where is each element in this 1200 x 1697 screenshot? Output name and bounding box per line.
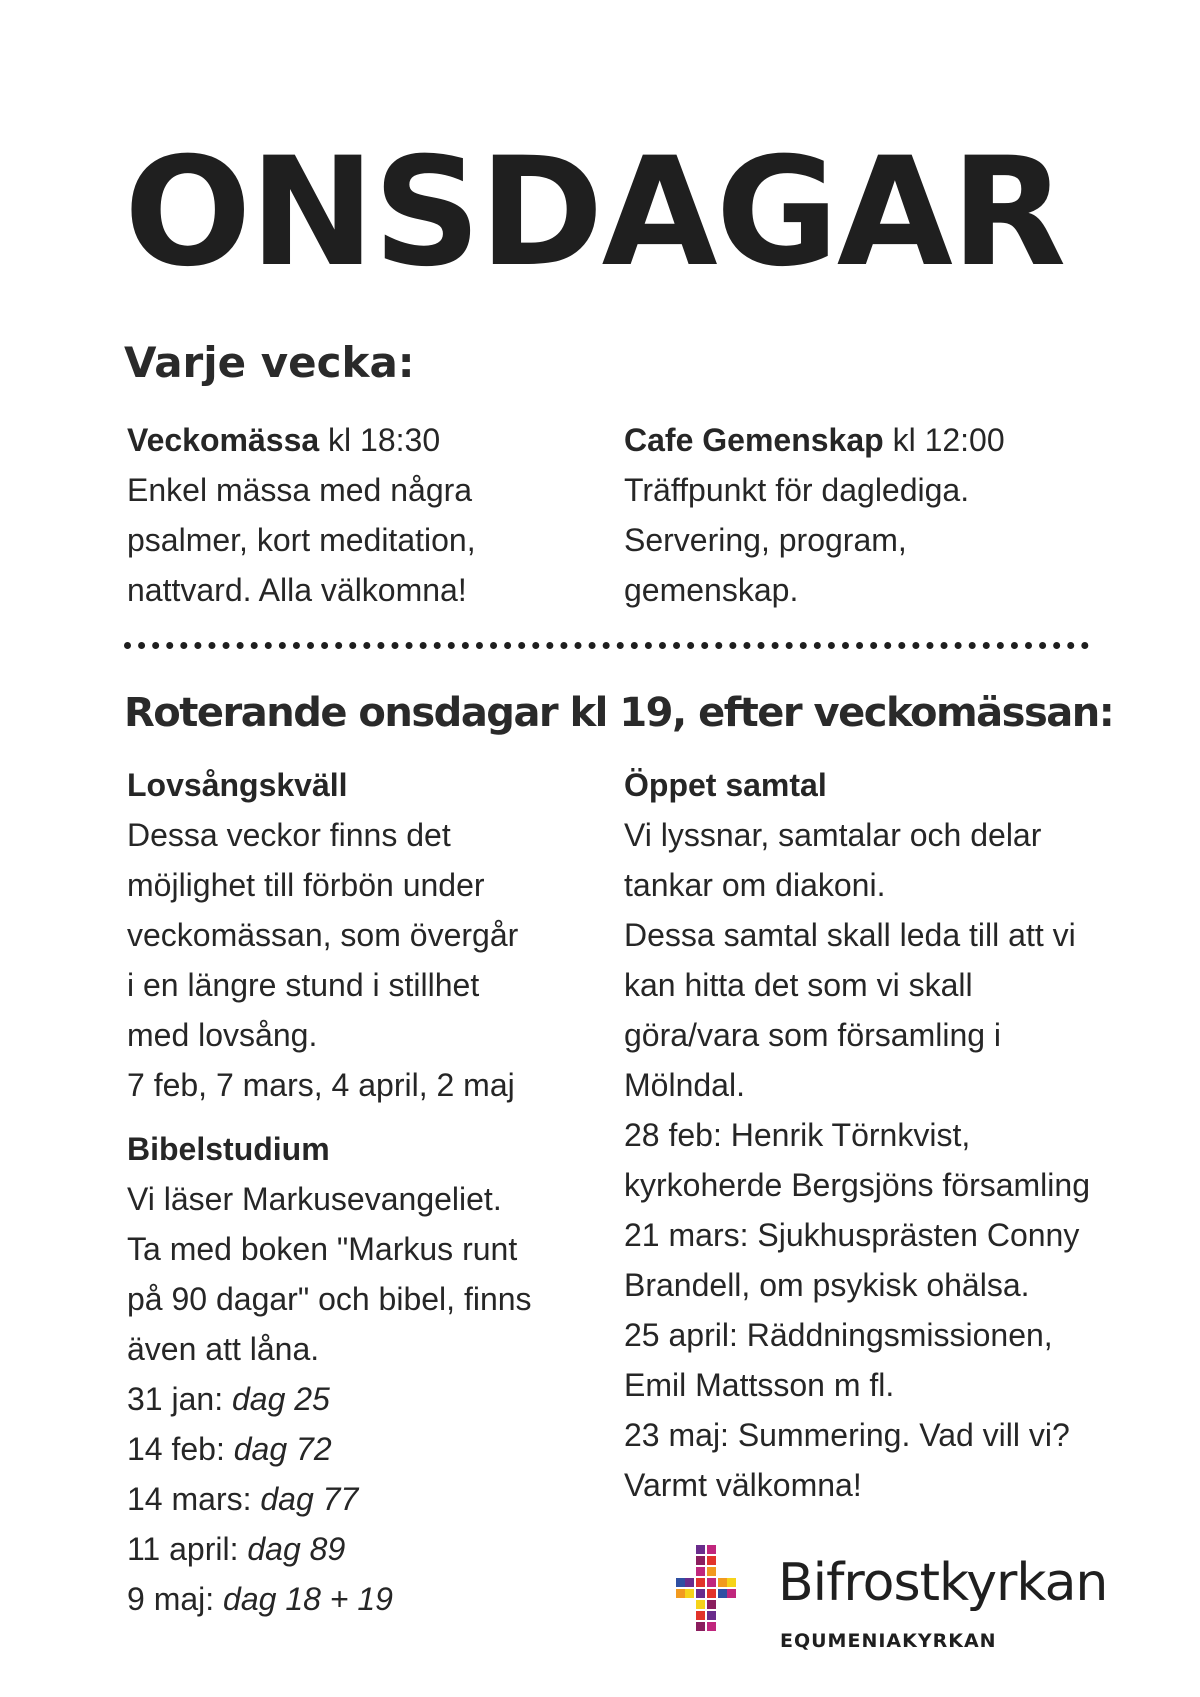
bibel-date: 11 april: [127, 1531, 248, 1567]
samtal-text: kyrkoherde Bergsjöns församling [624, 1167, 1090, 1203]
logo-name: Bifrostkyrkan [778, 1553, 1108, 1613]
rotating-heading: Roterande onsdagar kl 19, efter veckomässan: [124, 690, 1114, 736]
weekly-cafe-title-line [624, 415, 1144, 465]
bibel-date-row [127, 1424, 597, 1474]
samtal-text: Emil Mattsson m fl. [624, 1367, 895, 1403]
logo-subtitle: EQUMENIAKYRKAN [780, 1630, 997, 1652]
samtal-text: göra/vara som församling i [624, 1017, 1002, 1053]
weekly-heading: Varje vecka: [124, 338, 415, 387]
samtal-text: Mölndal. [624, 1067, 745, 1103]
bibel-date-row [127, 1474, 597, 1524]
dotted-divider [124, 642, 1089, 649]
bibel-text: Vi läser Markusevangeliet. [127, 1181, 502, 1217]
samtal-text: Vi lyssnar, samtalar och delar [624, 817, 1042, 853]
cross-mosaic-icon [676, 1545, 736, 1635]
weekly-mass-text: Enkel mässa med några [127, 472, 473, 508]
samtal-text: tankar om diakoni. [624, 867, 886, 903]
weekly-mass-title-line [127, 415, 597, 465]
lovsang-text: möjlighet till förbön under [127, 867, 485, 903]
lovsang-text: med lovsång. [127, 1017, 318, 1053]
lovsang-text: i en längre stund i stillhet [127, 967, 480, 1003]
bibel-text: även att låna. [127, 1331, 320, 1367]
bibel-day: dag 72 [233, 1431, 332, 1467]
bibel-name: Bibelstudium [127, 1131, 330, 1167]
samtal-text: kan hitta det som vi skall [624, 967, 973, 1003]
bibel-day: dag 77 [260, 1481, 359, 1517]
bibel-day: dag 18 + 19 [223, 1581, 393, 1617]
lovsang-name: Lovsångskväll [127, 767, 348, 803]
bibel-date: 14 feb: [127, 1431, 234, 1467]
church-logo [676, 1545, 1176, 1665]
weekly-mass-text: psalmer, kort meditation, [127, 522, 476, 558]
samtal-text: Brandell, om psykisk ohälsa. [624, 1267, 1030, 1303]
samtal-text: Dessa samtal skall leda till att vi [624, 917, 1076, 953]
weekly-mass-text: nattvard. Alla välkomna! [127, 572, 467, 608]
weekly-cafe-text: Servering, program, [624, 522, 907, 558]
bibel-date-row [127, 1524, 597, 1574]
samtal-text: 25 april: Räddningsmissionen, [624, 1317, 1053, 1353]
weekly-mass-block [127, 415, 597, 615]
weekly-mass-name: Veckomässa [127, 422, 320, 458]
weekly-cafe-time: kl 12:00 [883, 422, 1005, 458]
lovsang-dates: 7 feb, 7 mars, 4 april, 2 maj [127, 1067, 515, 1103]
lovsang-text: Dessa veckor finns det [127, 817, 451, 853]
rotating-left-column [127, 760, 597, 1624]
bibel-text: Ta med boken "Markus runt [127, 1231, 518, 1267]
page-title: ONSDAGAR [124, 126, 1065, 300]
bibel-text: på 90 dagar" och bibel, finns [127, 1281, 532, 1317]
bibel-day: dag 25 [231, 1381, 330, 1417]
lovsang-text: veckomässan, som övergår [127, 917, 519, 953]
samtal-name: Öppet samtal [624, 767, 827, 803]
weekly-mass-time: kl 18:30 [319, 422, 441, 458]
bibel-date: 31 jan: [127, 1381, 232, 1417]
bibel-date: 9 maj: [127, 1581, 224, 1617]
samtal-text: 28 feb: Henrik Törnkvist, [624, 1117, 971, 1153]
weekly-cafe-block [624, 415, 1144, 615]
bibel-day: dag 89 [247, 1531, 346, 1567]
samtal-text: 23 maj: Summering. Vad vill vi? [624, 1417, 1070, 1453]
weekly-cafe-text: Träffpunkt för daglediga. [624, 472, 970, 508]
rotating-right-column [624, 760, 1144, 1510]
samtal-text: Varmt välkomna! [624, 1467, 862, 1503]
samtal-text: 21 mars: Sjukhusprästen Conny [624, 1217, 1080, 1253]
bibel-date-row [127, 1574, 597, 1624]
weekly-cafe-name: Cafe Gemenskap [624, 422, 884, 458]
weekly-cafe-text: gemenskap. [624, 572, 799, 608]
bibel-date-row [127, 1374, 597, 1424]
bibel-date: 14 mars: [127, 1481, 261, 1517]
